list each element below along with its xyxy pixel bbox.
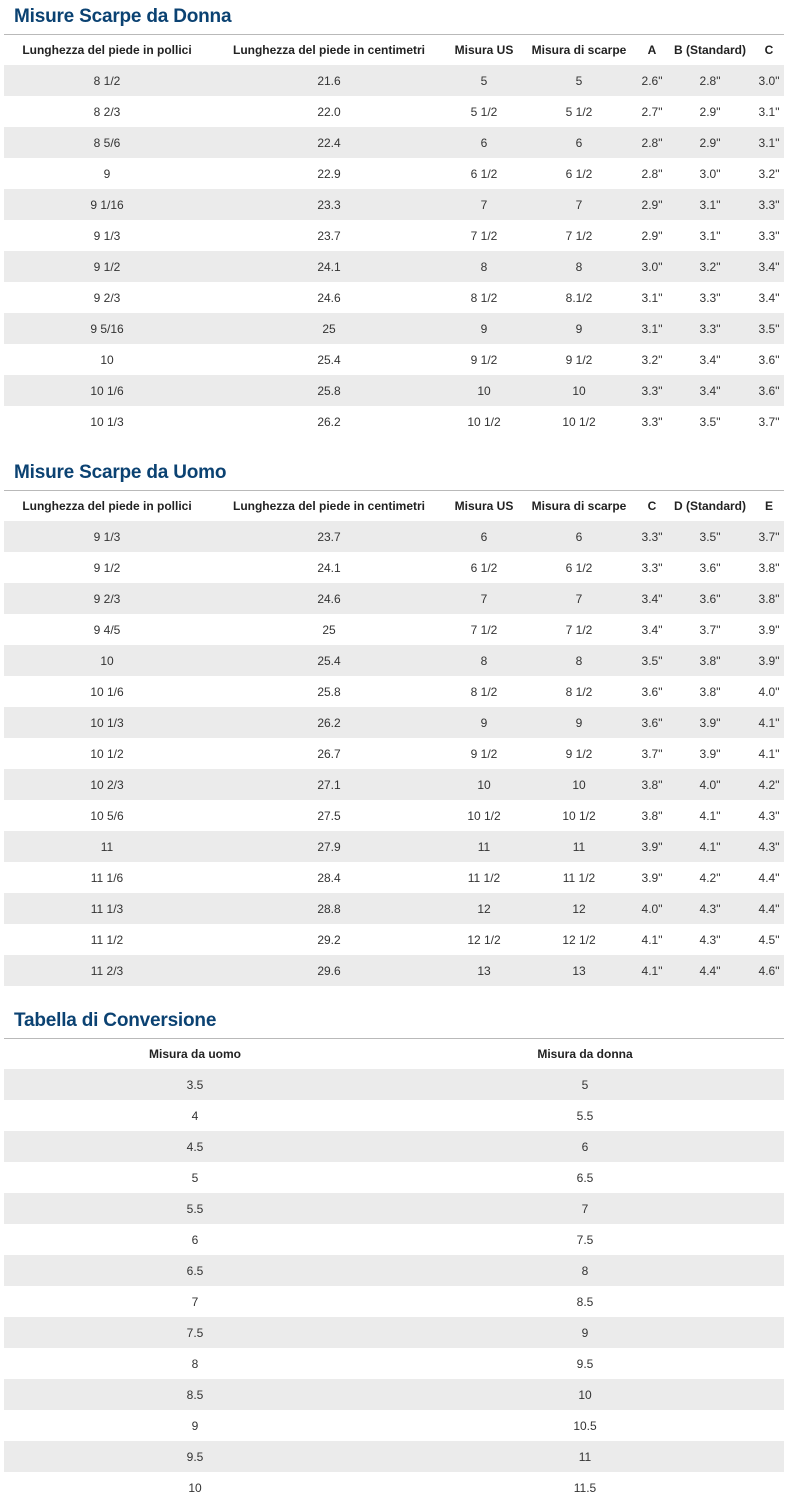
column-header: Misura da donna	[537, 1047, 633, 1061]
table-cell: 4.3"	[699, 932, 721, 947]
table-cell: 9 1/2	[565, 352, 593, 367]
table-header-row	[4, 491, 784, 521]
column-header: B (Standard)	[674, 43, 746, 57]
table-cell: 23.7	[210, 521, 448, 552]
conversion-section-title: Tabella di Conversione	[14, 1010, 217, 1031]
table-cell: 9.5	[576, 1356, 594, 1371]
table-cell: 4	[191, 1108, 199, 1123]
table-cell: 3.5"	[754, 313, 784, 344]
table-cell: 10 5/6	[90, 808, 124, 823]
table-cell: 4.5"	[758, 932, 780, 947]
table-cell: 29.2	[317, 932, 341, 947]
table-cell: 3.3"	[666, 313, 754, 344]
table-cell: 8.5	[4, 1379, 386, 1410]
table-cell: 3.6"	[699, 560, 721, 575]
table-cell: 4.4"	[754, 893, 784, 924]
table-cell: 2.8"	[638, 127, 666, 158]
table-cell: 13	[520, 955, 638, 986]
table-cell: 3.2"	[666, 251, 754, 282]
table-cell: 3.8"	[754, 583, 784, 614]
table-cell: 7	[191, 1294, 199, 1309]
table-row	[4, 1255, 784, 1286]
table-row	[4, 1286, 784, 1317]
column-header: Misura di scarpe	[531, 499, 627, 513]
table-cell: 9	[520, 313, 638, 344]
table-row	[4, 1348, 784, 1379]
table-cell: 8 2/3	[93, 104, 121, 119]
table-cell: 26.2	[210, 707, 448, 738]
table-row	[4, 1317, 784, 1348]
table-cell: 9.5	[4, 1441, 386, 1472]
table-cell: 8.5	[576, 1294, 594, 1309]
table-cell: 11	[448, 831, 520, 862]
table-row	[4, 552, 784, 583]
table-row	[4, 189, 784, 220]
conversion-section	[0, 1010, 791, 1503]
table-cell: 4.1"	[638, 955, 666, 986]
table-row	[4, 738, 784, 769]
table-cell: 6	[520, 127, 638, 158]
table-cell: 9	[448, 707, 520, 738]
table-cell: 3.2"	[641, 352, 663, 367]
table-cell: 22.0	[317, 104, 341, 119]
table-cell: 6.5	[576, 1170, 594, 1185]
table-cell: 2.9"	[666, 127, 754, 158]
table-cell: 4.1"	[754, 707, 784, 738]
table-cell: 6	[386, 1131, 784, 1162]
table-cell: 4.2"	[754, 769, 784, 800]
table-cell: 2.9"	[638, 189, 666, 220]
table-cell: 4.1"	[666, 831, 754, 862]
table-cell: 11 2/3	[4, 955, 210, 986]
table-cell: 8 1/2	[470, 290, 498, 305]
table-cell: 5 1/2	[565, 104, 593, 119]
table-cell: 3.9"	[758, 622, 780, 637]
table-cell: 28.8	[210, 893, 448, 924]
table-cell: 2.9"	[699, 104, 721, 119]
table-cell: 24.1	[317, 560, 341, 575]
table-cell: 9 1/3	[93, 228, 121, 243]
table-cell: 11	[520, 831, 638, 862]
table-row	[4, 96, 784, 127]
table-row	[4, 344, 784, 375]
table-cell: 3.1"	[666, 189, 754, 220]
table-cell: 9	[191, 1418, 199, 1433]
table-cell: 4.1"	[758, 746, 780, 761]
table-cell: 13	[448, 955, 520, 986]
table-header-row	[4, 1039, 784, 1069]
table-cell: 2.6"	[638, 65, 666, 96]
table-cell: 29.6	[210, 955, 448, 986]
table-cell: 6	[191, 1232, 199, 1247]
column-header: A	[647, 43, 657, 57]
table-cell: 4.1"	[699, 808, 721, 823]
table-row	[4, 800, 784, 831]
table-row	[4, 893, 784, 924]
table-cell: 5	[386, 1069, 784, 1100]
table-cell: 8.1/2	[565, 290, 593, 305]
table-cell: 3.8"	[641, 808, 663, 823]
column-header: Lunghezza del piede in centimetri	[232, 499, 426, 513]
table-cell: 4.3"	[666, 893, 754, 924]
table-cell: 8 1/2	[4, 65, 210, 96]
table-cell: 6	[448, 521, 520, 552]
table-cell: 4.0"	[638, 893, 666, 924]
column-header: Misura US	[454, 43, 514, 57]
table-cell: 25.4	[210, 645, 448, 676]
table-cell: 3.9"	[699, 746, 721, 761]
column-header: Lunghezza del piede in pollici	[22, 43, 192, 57]
men-size-table	[4, 491, 784, 986]
table-cell: 3.6"	[754, 375, 784, 406]
table-cell: 2.7"	[641, 104, 663, 119]
table-row	[4, 521, 784, 552]
table-cell: 8	[520, 251, 638, 282]
women-section-title: Misure Scarpe da Donna	[14, 6, 232, 27]
table-cell: 11 1/2	[467, 870, 501, 885]
table-cell: 10	[386, 1379, 784, 1410]
table-cell: 3.1"	[641, 290, 663, 305]
table-cell: 10	[520, 375, 638, 406]
table-cell: 4.6"	[754, 955, 784, 986]
table-cell: 26.2	[317, 414, 341, 429]
table-cell: 10 1/3	[4, 707, 210, 738]
table-cell: 7	[386, 1193, 784, 1224]
table-cell: 10 1/2	[562, 414, 596, 429]
table-cell: 7.5	[4, 1317, 386, 1348]
table-row	[4, 769, 784, 800]
table-row	[4, 220, 784, 251]
table-row	[4, 127, 784, 158]
table-cell: 5	[448, 65, 520, 96]
table-cell: 3.4"	[699, 352, 721, 367]
table-cell: 3.4"	[754, 251, 784, 282]
column-header: C	[764, 43, 774, 57]
table-cell: 10 1/3	[90, 414, 124, 429]
table-cell: 7.5	[576, 1232, 594, 1247]
women-size-table	[4, 35, 784, 437]
table-cell: 7 1/2	[565, 622, 593, 637]
table-cell: 8	[448, 251, 520, 282]
table-cell: 25	[210, 313, 448, 344]
table-cell: 23.3	[210, 189, 448, 220]
table-row	[4, 645, 784, 676]
table-cell: 3.3"	[638, 521, 666, 552]
table-cell: 4.4"	[758, 870, 780, 885]
table-cell: 24.1	[210, 251, 448, 282]
table-cell: 6.5	[4, 1255, 386, 1286]
table-cell: 11 1/2	[562, 870, 596, 885]
table-row	[4, 1410, 784, 1441]
table-cell: 11 1/6	[90, 870, 124, 885]
column-header: D (Standard)	[674, 499, 746, 513]
table-row	[4, 614, 784, 645]
table-cell: 7 1/2	[470, 622, 498, 637]
table-cell: 11	[4, 831, 210, 862]
table-cell: 10 1/6	[90, 684, 124, 699]
table-cell: 3.3"	[638, 375, 666, 406]
table-cell: 8	[386, 1255, 784, 1286]
table-cell: 4.0"	[758, 684, 780, 699]
table-cell: 9 4/5	[93, 622, 121, 637]
table-cell: 9 1/2	[565, 746, 593, 761]
table-cell: 3.6"	[666, 583, 754, 614]
table-cell: 23.7	[317, 228, 341, 243]
table-cell: 6 1/2	[565, 560, 593, 575]
table-cell: 7	[520, 189, 638, 220]
table-cell: 3.5"	[638, 645, 666, 676]
table-cell: 3.1"	[758, 104, 780, 119]
table-cell: 10 1/6	[4, 375, 210, 406]
table-cell: 3.3"	[641, 560, 663, 575]
table-cell: 11	[386, 1441, 784, 1472]
table-cell: 12 1/2	[562, 932, 596, 947]
table-cell: 11.5	[573, 1480, 597, 1495]
table-cell: 9 2/3	[93, 290, 121, 305]
table-row	[4, 583, 784, 614]
table-cell: 24.6	[317, 290, 341, 305]
table-row	[4, 406, 784, 437]
table-row	[4, 158, 784, 189]
table-cell: 3.9"	[666, 707, 754, 738]
table-cell: 8	[191, 1356, 199, 1371]
table-cell: 9 1/2	[470, 746, 498, 761]
table-cell: 25.8	[317, 684, 341, 699]
table-cell: 3.5"	[666, 521, 754, 552]
table-cell: 10	[100, 352, 114, 367]
table-cell: 10	[4, 645, 210, 676]
table-row	[4, 676, 784, 707]
table-cell: 10 1/2	[562, 808, 596, 823]
table-cell: 4.5	[4, 1131, 386, 1162]
column-header: Lunghezza del piede in pollici	[22, 499, 192, 513]
table-cell: 7	[520, 583, 638, 614]
table-cell: 2.9"	[641, 228, 663, 243]
table-cell: 8 1/2	[470, 684, 498, 699]
table-cell: 5.5	[4, 1193, 386, 1224]
table-cell: 3.3"	[754, 189, 784, 220]
table-row	[4, 1131, 784, 1162]
table-cell: 4.0"	[666, 769, 754, 800]
table-cell: 9 1/3	[4, 521, 210, 552]
table-cell: 3.1"	[754, 127, 784, 158]
table-row	[4, 65, 784, 96]
table-cell: 9	[103, 166, 111, 181]
table-row	[4, 1193, 784, 1224]
table-cell: 2.8"	[666, 65, 754, 96]
table-cell: 6 1/2	[470, 560, 498, 575]
table-cell: 9 5/16	[4, 313, 210, 344]
table-cell: 28.4	[317, 870, 341, 885]
women-size-section	[0, 6, 791, 437]
table-cell: 3.6"	[758, 352, 780, 367]
table-cell: 22.9	[317, 166, 341, 181]
table-row	[4, 862, 784, 893]
table-cell: 10 1/2	[467, 414, 501, 429]
table-row	[4, 924, 784, 955]
table-cell: 3.0"	[754, 65, 784, 96]
column-header: Misura da uomo	[148, 1047, 241, 1061]
table-cell: 3.5	[4, 1069, 386, 1100]
table-cell: 3.8"	[666, 645, 754, 676]
table-cell: 25	[322, 622, 336, 637]
table-cell: 12 1/2	[467, 932, 501, 947]
table-cell: 6	[520, 521, 638, 552]
table-cell: 27.9	[210, 831, 448, 862]
men-section-title: Misure Scarpe da Uomo	[14, 462, 227, 483]
column-header: Misura di scarpe	[531, 43, 627, 57]
table-cell: 3.7"	[699, 622, 721, 637]
table-header-row	[4, 35, 784, 65]
table-row	[4, 1100, 784, 1131]
table-cell: 25.8	[210, 375, 448, 406]
table-cell: 6 1/2	[470, 166, 498, 181]
table-row	[4, 1069, 784, 1100]
table-cell: 10	[520, 769, 638, 800]
table-row	[4, 1472, 784, 1503]
table-cell: 3.4"	[641, 622, 663, 637]
table-cell: 8 5/6	[4, 127, 210, 158]
table-cell: 10 1/2	[90, 746, 124, 761]
table-cell: 9 1/2	[93, 560, 121, 575]
table-cell: 3.8"	[699, 684, 721, 699]
table-cell: 3.1"	[699, 228, 721, 243]
table-row	[4, 375, 784, 406]
table-cell: 10 2/3	[4, 769, 210, 800]
table-cell: 22.4	[210, 127, 448, 158]
column-header: Misura US	[454, 499, 514, 513]
table-cell: 8	[520, 645, 638, 676]
table-cell: 6 1/2	[565, 166, 593, 181]
column-header: E	[764, 499, 773, 513]
table-cell: 3.3"	[699, 290, 721, 305]
column-header: Lunghezza del piede in centimetri	[232, 43, 426, 57]
table-cell: 3.2"	[758, 166, 780, 181]
table-cell: 3.0"	[638, 251, 666, 282]
table-cell: 3.6"	[638, 707, 666, 738]
men-size-section	[0, 462, 791, 986]
table-cell: 7	[448, 189, 520, 220]
table-cell: 8	[448, 645, 520, 676]
table-cell: 24.6	[210, 583, 448, 614]
table-row	[4, 1379, 784, 1410]
table-cell: 3.7"	[641, 746, 663, 761]
table-cell: 25.4	[317, 352, 341, 367]
table-cell: 3.7"	[758, 414, 780, 429]
table-row	[4, 707, 784, 738]
table-cell: 4.3"	[758, 808, 780, 823]
table-cell: 12	[448, 893, 520, 924]
table-cell: 11 1/3	[4, 893, 210, 924]
table-cell: 21.6	[210, 65, 448, 96]
table-cell: 10	[448, 375, 520, 406]
table-cell: 7 1/2	[565, 228, 593, 243]
table-cell: 9 1/2	[4, 251, 210, 282]
table-cell: 3.4"	[758, 290, 780, 305]
table-row	[4, 1441, 784, 1472]
table-cell: 3.1"	[638, 313, 666, 344]
table-cell: 7	[448, 583, 520, 614]
table-cell: 4.3"	[754, 831, 784, 862]
column-header: C	[647, 499, 657, 513]
table-cell: 3.8"	[638, 769, 666, 800]
table-cell: 9	[386, 1317, 784, 1348]
table-cell: 11 1/2	[90, 932, 124, 947]
table-row	[4, 955, 784, 986]
table-cell: 3.9"	[641, 870, 663, 885]
table-cell: 5.5	[576, 1108, 594, 1123]
table-cell: 3.5"	[699, 414, 721, 429]
table-cell: 12	[520, 893, 638, 924]
table-row	[4, 313, 784, 344]
table-cell: 9 2/3	[4, 583, 210, 614]
table-cell: 9	[520, 707, 638, 738]
table-cell: 3.4"	[638, 583, 666, 614]
table-cell: 5 1/2	[470, 104, 498, 119]
table-cell: 5	[191, 1170, 199, 1185]
table-cell: 27.5	[317, 808, 341, 823]
table-cell: 3.3"	[641, 414, 663, 429]
table-row	[4, 831, 784, 862]
table-cell: 6	[448, 127, 520, 158]
table-cell: 3.0"	[699, 166, 721, 181]
table-cell: 26.7	[317, 746, 341, 761]
conversion-table	[4, 1039, 784, 1503]
table-cell: 3.9"	[638, 831, 666, 862]
table-cell: 3.8"	[758, 560, 780, 575]
table-cell: 8 1/2	[565, 684, 593, 699]
table-cell: 5	[520, 65, 638, 96]
table-cell: 9 1/16	[4, 189, 210, 220]
table-cell: 4.2"	[699, 870, 721, 885]
table-row	[4, 251, 784, 282]
table-cell: 3.6"	[641, 684, 663, 699]
table-row	[4, 1162, 784, 1193]
table-cell: 10 1/2	[467, 808, 501, 823]
table-row	[4, 1224, 784, 1255]
table-cell: 7 1/2	[470, 228, 498, 243]
table-cell: 3.3"	[758, 228, 780, 243]
table-cell: 3.7"	[754, 521, 784, 552]
table-cell: 27.1	[210, 769, 448, 800]
table-cell: 9	[448, 313, 520, 344]
table-cell: 10	[188, 1480, 202, 1495]
table-cell: 4.1"	[641, 932, 663, 947]
table-cell: 3.4"	[666, 375, 754, 406]
table-cell: 4.4"	[666, 955, 754, 986]
table-cell: 2.8"	[641, 166, 663, 181]
table-cell: 10	[448, 769, 520, 800]
table-cell: 3.9"	[754, 645, 784, 676]
table-cell: 9 1/2	[470, 352, 498, 367]
table-row	[4, 282, 784, 313]
table-cell: 10.5	[573, 1418, 597, 1433]
